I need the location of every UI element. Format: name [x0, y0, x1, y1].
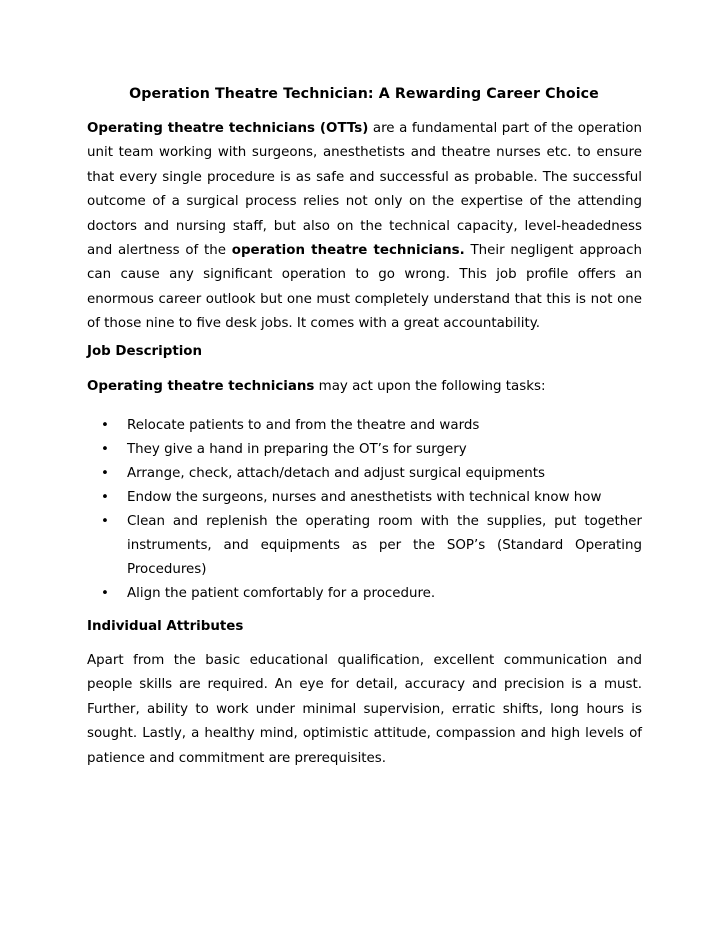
task-text: They give a hand in preparing the OT’s for surgery	[127, 442, 467, 457]
bullet-icon: •	[101, 466, 109, 481]
bullet-icon: •	[101, 514, 109, 529]
intro-mid-bold: operation theatre technicians.	[231, 243, 465, 259]
task-text: Relocate patients to and from the theatre and wards	[127, 418, 480, 433]
individual-attributes-heading: Individual Attributes	[87, 619, 244, 634]
task-text: Endow the surgeons, nurses and anesthetists with technical know how	[127, 490, 602, 505]
task-item	[87, 414, 642, 438]
tasks-intro	[87, 379, 545, 394]
intro-text-part2: Their negligent approach can cause any significant operation to go wrong. This job profile offers an enormous career outlook but one must completely understand that this is not one of those nine to five desk jobs. It comes with a great accountability.	[87, 243, 642, 332]
task-list	[87, 414, 642, 606]
task-item	[87, 462, 642, 486]
task-item	[87, 510, 642, 582]
attributes-paragraph: Apart from the basic educational qualification, excellent communication and people skills are required. An eye for detail, accuracy and precision is a must. Further, ability to work under minimal supervision, erratic shifts, long hours is sought. Lastly, a healthy mind, optimistic attitude, compassion and high levels of patience and commitment are prerequisites.	[87, 653, 642, 766]
task-text: Clean and replenish the operating room with the supplies, put together instruments, and equipments as per the SOP’s (Standard Operating Procedures)	[127, 514, 642, 577]
tasks-intro-rest: may act upon the following tasks:	[314, 379, 546, 394]
bullet-icon: •	[101, 442, 109, 457]
task-item	[87, 582, 642, 606]
bullet-icon: •	[101, 586, 109, 601]
document-title: Operation Theatre Technician: A Rewarding Career Choice	[129, 86, 599, 102]
intro-paragraph	[87, 117, 642, 337]
tasks-intro-bold: Operating theatre technicians	[87, 379, 315, 394]
intro-text-part1: are a fundamental part of the operation unit team working with surgeons, anesthetists and theatre nurses etc. to ensure that every single procedure is as safe and successful as probable. The successful outcome of a surgical process relies not only on the expertise of the attending doctors and nursing staff, but also on the technical capacity, level-headedness and alertness of the	[87, 121, 642, 259]
task-item	[87, 438, 642, 462]
task-item	[87, 486, 642, 510]
bullet-icon: •	[101, 418, 109, 433]
bullet-icon: •	[101, 490, 109, 505]
intro-lead-bold: Operating theatre technicians (OTTs)	[87, 121, 369, 136]
task-text: Align the patient comfortably for a procedure.	[127, 586, 436, 601]
job-description-heading: Job Description	[87, 344, 203, 359]
task-text: Arrange, check, attach/detach and adjust surgical equipments	[127, 466, 545, 481]
